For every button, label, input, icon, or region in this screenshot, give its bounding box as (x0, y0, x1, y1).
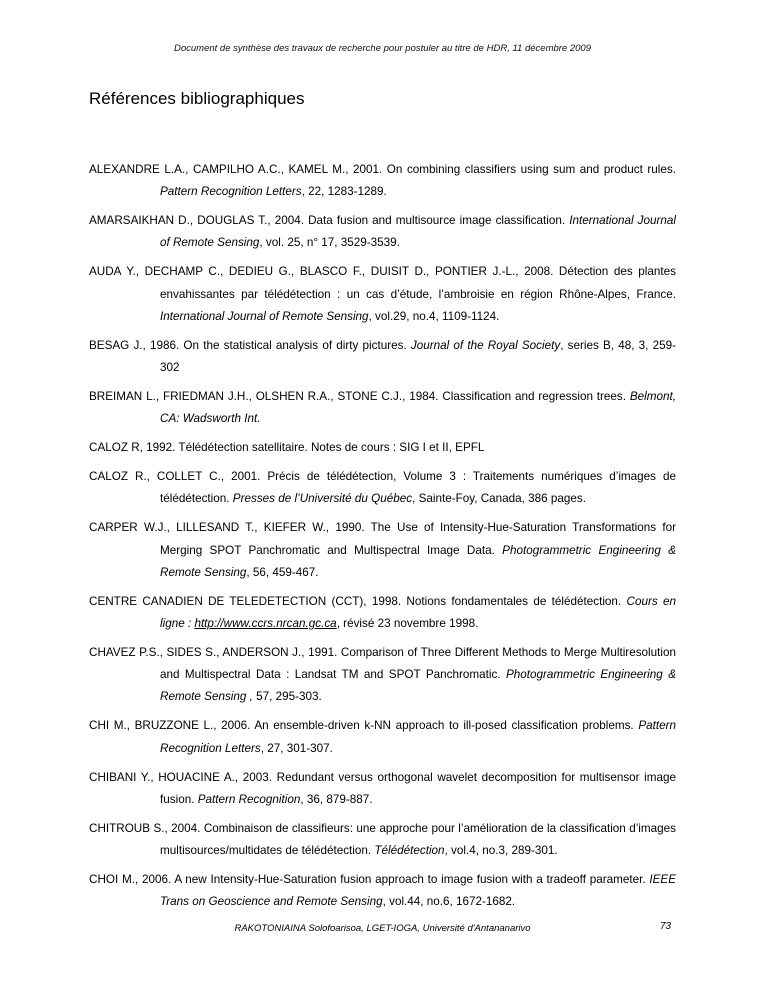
reference-item: BREIMAN L., FRIEDMAN J.H., OLSHEN R.A., STONE C.J., 1984. Classification and regression trees. Belmont, CA: Wadsworth Int. (89, 390, 676, 426)
reference-item: CALOZ R, 1992. Télédétection satellitaire. Notes de cours : SIG I et II, EPFL (89, 441, 485, 455)
running-footer: RAKOTONIAINA Solofoarisoa, LGET-IOGA, Université d'Antananarivo (234, 923, 531, 934)
reference-item: CALOZ R., COLLET C., 2001. Précis de télédétection, Volume 3 : Traitements numériques d’images de télédétection. Presses de l’Université du Québec, Sainte-Foy, Canada, 386 pages. (89, 470, 676, 506)
page-title: Références bibliographiques (89, 89, 305, 108)
reference-link[interactable]: http://www.ccrs.nrcan.gc.ca (194, 617, 337, 631)
reference-item: ALEXANDRE L.A., CAMPILHO A.C., KAMEL M., 2001. On combining classifiers using sum and product rules. Pattern Recognition Letters, 22, 1283-1289. (89, 163, 676, 199)
running-header: Document de synthèse des travaux de recherche pour postuler au titre de HDR, 11 décembre 2009 (173, 43, 591, 54)
reference-item: BESAG J., 1986. On the statistical analysis of dirty pictures. Journal of the Royal Society, series B, 48, 3, 259-302 (89, 338, 676, 375)
page-number: 73 (660, 921, 672, 932)
reference-item: CHI M., BRUZZONE L., 2006. An ensemble-driven k-NN approach to ill-posed classification problems. Pattern Recognition Letters, 27, 301-307. (89, 719, 676, 755)
reference-item: CHOI M., 2006. A new Intensity-Hue-Saturation fusion approach to image fusion with a tradeoff parameter. IEEE Trans on Geoscience and Remote Sensing, vol.44, no.6, 1672-1682. (89, 873, 676, 909)
reference-item: CHAVEZ P.S., SIDES S., ANDERSON J., 1991. Comparison of Three Different Methods to Merge Multiresolution and Multispectral Data : Landsat TM and SPOT Panchromatic. Photogrammetric Engineering & Remote Sensing , 57, 295-303. (89, 646, 676, 704)
reference-item: CARPER W.J., LILLESAND T., KIEFER W., 1990. The Use of Intensity-Hue-Saturation Transformations for Merging SPOT Panchromatic and Multispectral Image Data. Photogrammetric Engineering & Remote Sensing, 56, 459-467. (89, 521, 676, 579)
reference-item: CHITROUB S., 2004. Combinaison de classifieurs: une approche pour l’amélioration de la classification d’images multisources/multidates de télédétection. Télédétection, vol.4, no.3, 289-301. (89, 821, 676, 858)
reference-list (89, 159, 676, 920)
reference-item: AUDA Y., DECHAMP C., DEDIEU G., BLASCO F., DUISIT D., PONTIER J.-L., 2008. Détection des plantes envahissantes par télédétection : un cas d’étude, l’ambroisie en région Rhône-Alpes, France. International Journal of Remote Sensing, vol.29, no.4, 1109-1124. (89, 265, 676, 323)
reference-item: CHIBANI Y., HOUACINE A., 2003. Redundant versus orthogonal wavelet decomposition for multisensor image fusion. Pattern Recognition, 36, 879-887. (89, 770, 676, 806)
reference-item: AMARSAIKHAN D., DOUGLAS T., 2004. Data fusion and multisource image classification. International Journal of Remote Sensing, vol. 25, n° 17, 3529-3539. (89, 214, 676, 250)
reference-item: CENTRE CANADIEN DE TELEDETECTION (CCT), 1998. Notions fondamentales de télédétection. Cours en ligne : http://www.ccrs.nrcan.gc.ca, révisé 23 novembre 1998. (89, 594, 676, 631)
